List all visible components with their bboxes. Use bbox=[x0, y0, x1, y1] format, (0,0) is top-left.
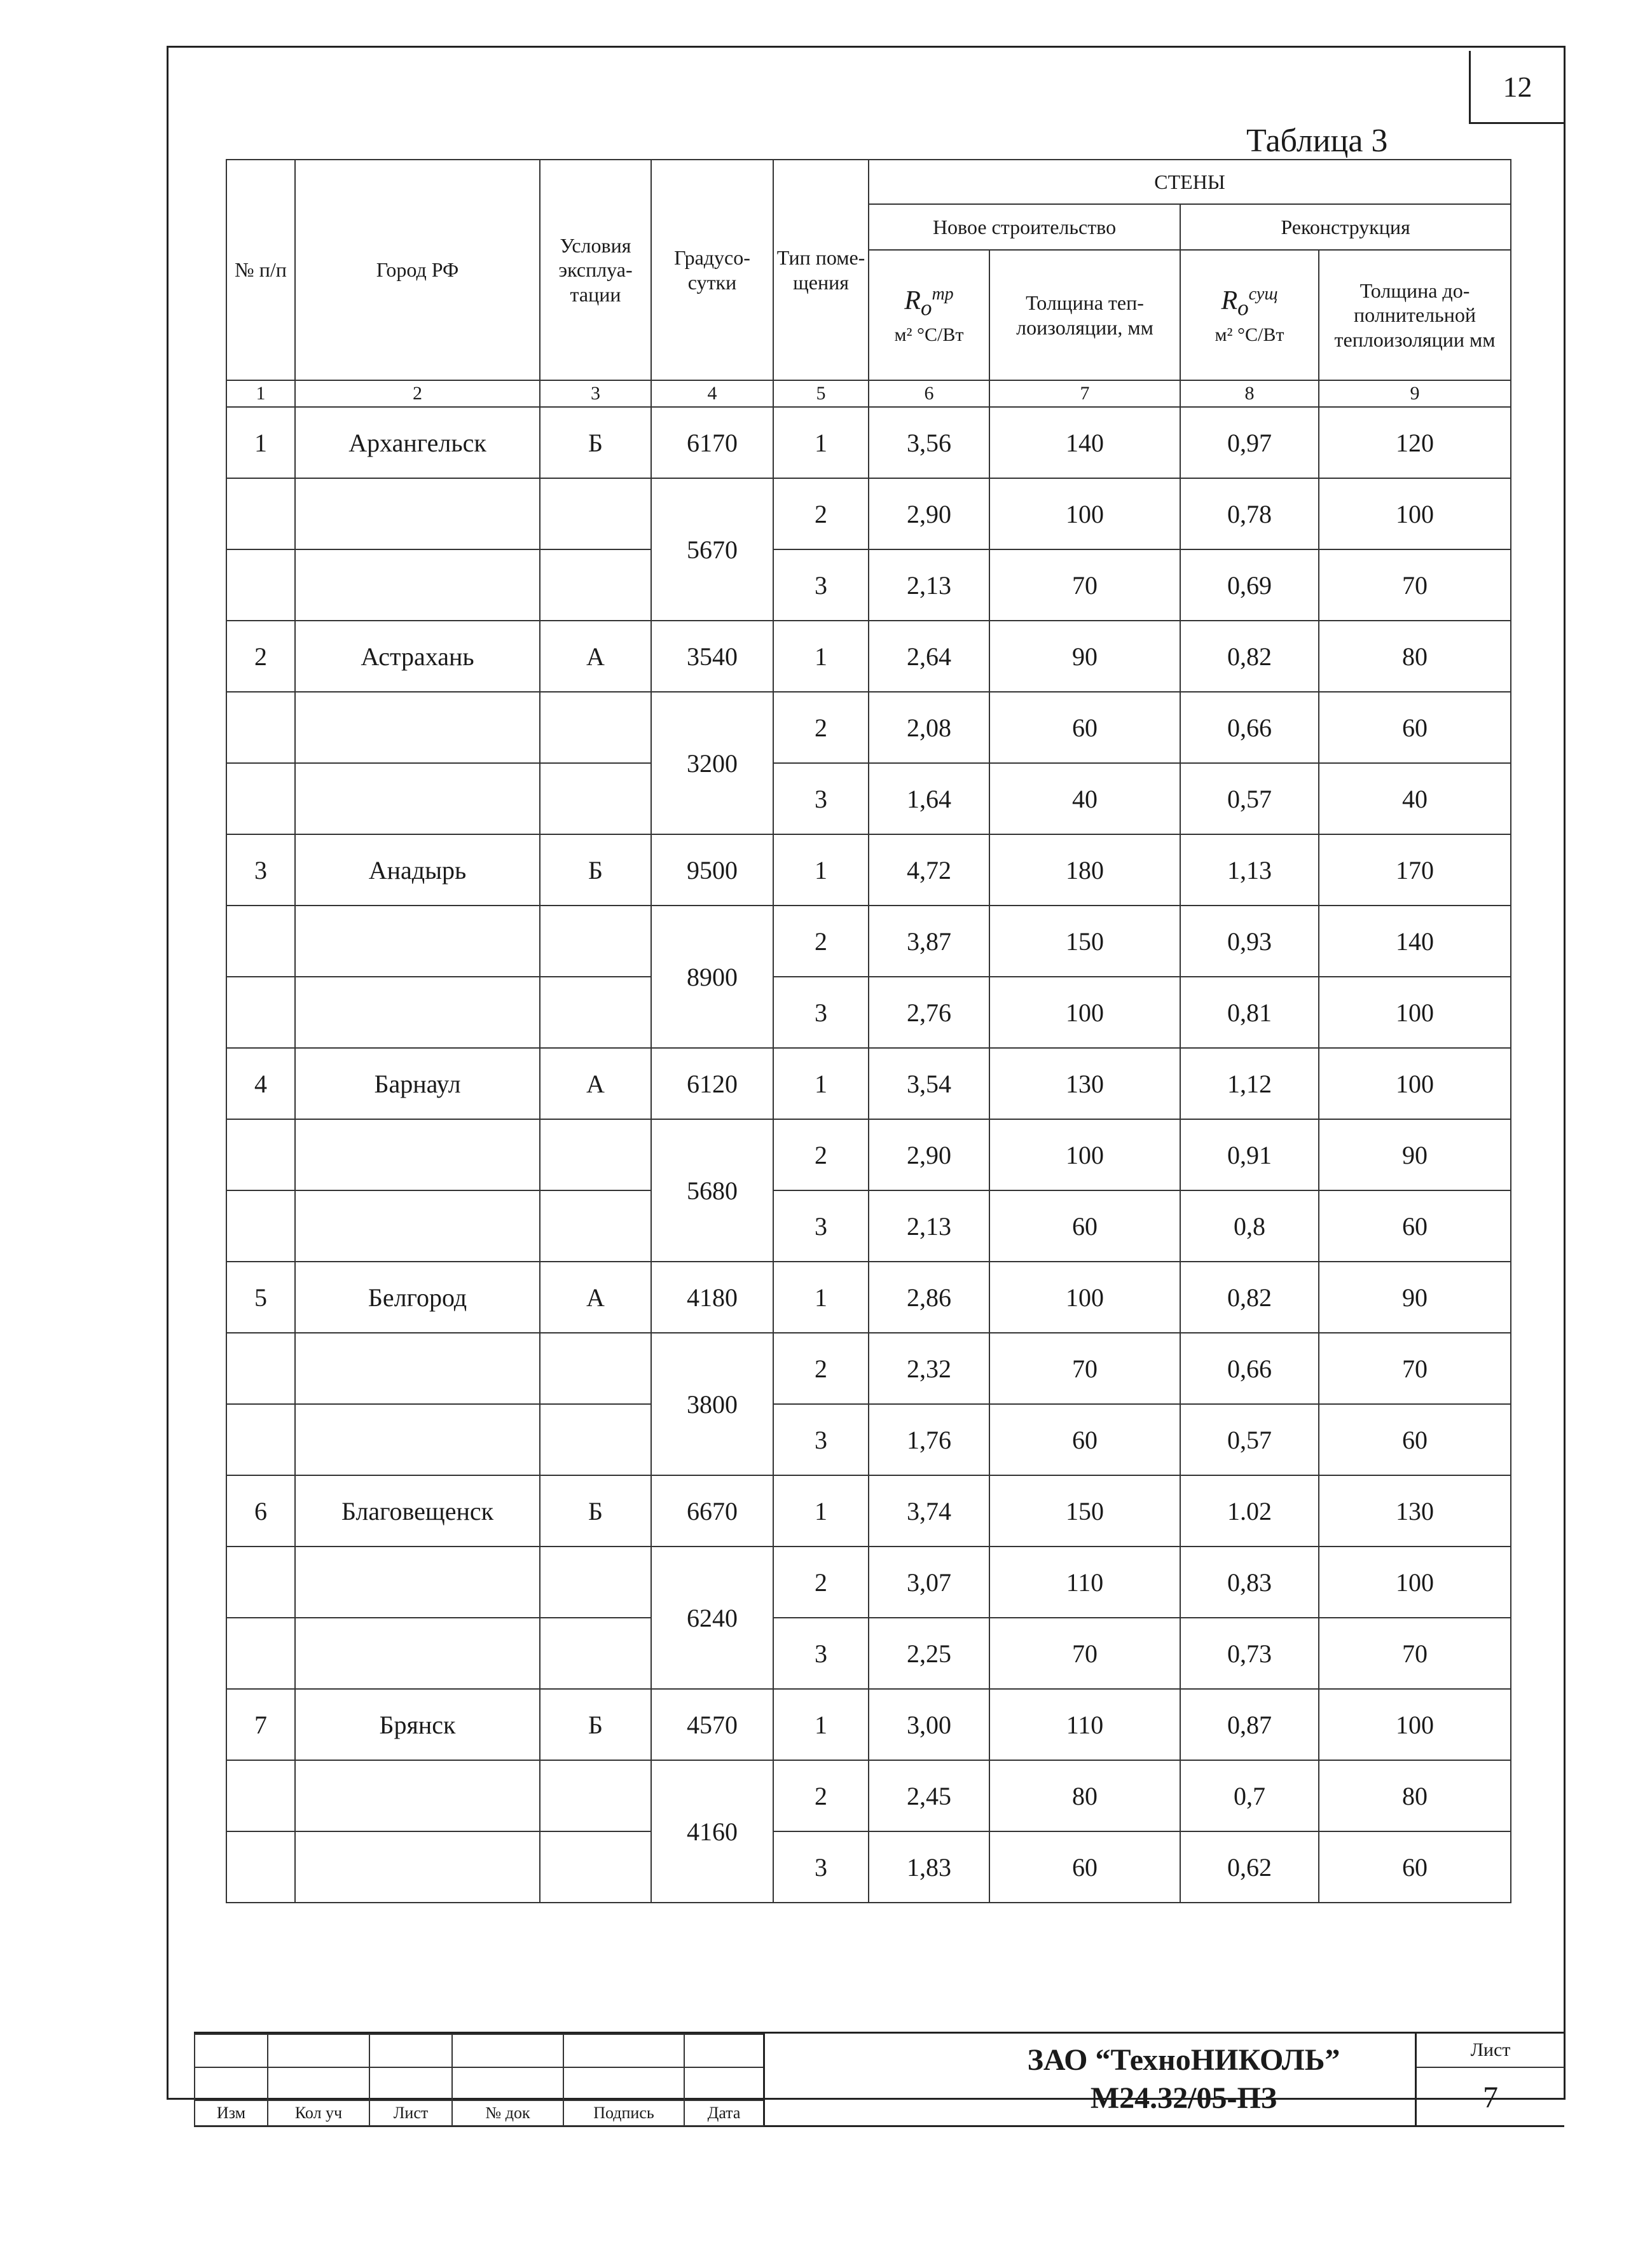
operating-conditions bbox=[540, 549, 651, 621]
operating-conditions: Б bbox=[540, 1475, 651, 1547]
r-existing-value: 1,12 bbox=[1180, 1048, 1319, 1119]
degree-days: 6120 bbox=[651, 1048, 773, 1119]
city-name bbox=[295, 1760, 540, 1831]
column-number: 1 bbox=[226, 380, 295, 407]
operating-conditions bbox=[540, 906, 651, 977]
header-degree-days: Градусо- сутки bbox=[651, 160, 773, 380]
r-existing-value: 0,69 bbox=[1180, 549, 1319, 621]
r-existing-symbol: $R_о^{сущ}$ bbox=[1221, 284, 1278, 320]
operating-conditions: Б bbox=[540, 834, 651, 906]
row-number bbox=[226, 549, 295, 621]
r-existing-value: 0,73 bbox=[1180, 1618, 1319, 1689]
r-required-value: 2,13 bbox=[869, 1190, 989, 1262]
sheet-number: 7 bbox=[1483, 2080, 1498, 2114]
room-type: 1 bbox=[773, 1475, 869, 1547]
header-r-existing bbox=[1180, 250, 1319, 380]
table-row bbox=[226, 549, 1511, 621]
additional-insulation-value: 100 bbox=[1319, 1689, 1511, 1760]
additional-insulation-value: 60 bbox=[1319, 692, 1511, 763]
r-required-value: 3,00 bbox=[869, 1689, 989, 1760]
city-name bbox=[295, 763, 540, 834]
column-number: 6 bbox=[869, 380, 989, 407]
insulation-thickness-value: 180 bbox=[989, 834, 1180, 906]
r-required-value: 2,86 bbox=[869, 1262, 989, 1333]
city-name bbox=[295, 906, 540, 977]
operating-conditions bbox=[540, 1333, 651, 1404]
degree-days: 5680 bbox=[651, 1119, 773, 1262]
insulation-thickness-value: 60 bbox=[989, 692, 1180, 763]
row-number bbox=[226, 906, 295, 977]
page-number: 12 bbox=[1469, 51, 1564, 124]
table-row bbox=[226, 407, 1511, 478]
r-required-value: 3,07 bbox=[869, 1547, 989, 1618]
room-type: 3 bbox=[773, 549, 869, 621]
insulation-thickness-value: 70 bbox=[989, 549, 1180, 621]
r-existing-value: 0,82 bbox=[1180, 1262, 1319, 1333]
room-type: 1 bbox=[773, 834, 869, 906]
table-row bbox=[226, 1831, 1511, 1903]
degree-days: 5670 bbox=[651, 478, 773, 621]
r-required-value: 3,74 bbox=[869, 1475, 989, 1547]
r-existing-value: 0,66 bbox=[1180, 692, 1319, 763]
document-code: М24.32/05-ПЗ bbox=[1090, 2081, 1277, 2115]
table-row bbox=[226, 1119, 1511, 1190]
r-required-value: 4,72 bbox=[869, 834, 989, 906]
r-required-value: 2,45 bbox=[869, 1760, 989, 1831]
tb-label-doc-num: № док bbox=[452, 2100, 563, 2126]
city-name bbox=[295, 478, 540, 549]
header-r-required bbox=[869, 250, 989, 380]
city-name: Брянск bbox=[295, 1689, 540, 1760]
operating-conditions: А bbox=[540, 621, 651, 692]
insulation-thickness-value: 100 bbox=[989, 1119, 1180, 1190]
table-row bbox=[226, 1190, 1511, 1262]
room-type: 3 bbox=[773, 763, 869, 834]
header-insulation-thickness: Толщина теп- лоизоляции, мм bbox=[989, 250, 1180, 380]
table-row bbox=[226, 1475, 1511, 1547]
room-type: 3 bbox=[773, 1831, 869, 1903]
title-block-grid bbox=[194, 2034, 764, 2126]
header-city: Город РФ bbox=[295, 160, 540, 380]
tb-label-signature: Подпись bbox=[563, 2100, 684, 2126]
city-name bbox=[295, 977, 540, 1048]
additional-insulation-value: 100 bbox=[1319, 1048, 1511, 1119]
operating-conditions bbox=[540, 1831, 651, 1903]
r-required-value: 1,64 bbox=[869, 763, 989, 834]
table-row bbox=[226, 478, 1511, 549]
r-existing-value: 0,57 bbox=[1180, 1404, 1319, 1475]
row-number bbox=[226, 478, 295, 549]
additional-insulation-value: 140 bbox=[1319, 906, 1511, 977]
row-number: 7 bbox=[226, 1689, 295, 1760]
r-existing-value: 1,13 bbox=[1180, 834, 1319, 906]
table-row bbox=[226, 1689, 1511, 1760]
degree-days: 3200 bbox=[651, 692, 773, 834]
degree-days: 9500 bbox=[651, 834, 773, 906]
city-name bbox=[295, 1333, 540, 1404]
room-type: 1 bbox=[773, 1689, 869, 1760]
additional-insulation-value: 80 bbox=[1319, 621, 1511, 692]
row-number bbox=[226, 1119, 295, 1190]
insulation-thickness-value: 100 bbox=[989, 478, 1180, 549]
table-row bbox=[226, 621, 1511, 692]
room-type: 3 bbox=[773, 1404, 869, 1475]
column-number: 7 bbox=[989, 380, 1180, 407]
additional-insulation-value: 100 bbox=[1319, 1547, 1511, 1618]
room-type: 3 bbox=[773, 1190, 869, 1262]
r-required-value: 2,08 bbox=[869, 692, 989, 763]
row-number: 5 bbox=[226, 1262, 295, 1333]
column-number: 5 bbox=[773, 380, 869, 407]
table-caption: Таблица 3 bbox=[1246, 123, 1388, 159]
row-number bbox=[226, 1618, 295, 1689]
insulation-thickness-value: 80 bbox=[989, 1760, 1180, 1831]
insulation-thickness-value: 150 bbox=[989, 906, 1180, 977]
sheet-label: Лист bbox=[1417, 2034, 1564, 2068]
additional-insulation-value: 130 bbox=[1319, 1475, 1511, 1547]
tb-sheet-block bbox=[1415, 2034, 1564, 2125]
insulation-thickness-value: 40 bbox=[989, 763, 1180, 834]
degree-days: 4180 bbox=[651, 1262, 773, 1333]
r-existing-value: 0,91 bbox=[1180, 1119, 1319, 1190]
tb-label-date: Дата bbox=[684, 2100, 764, 2126]
degree-days: 4160 bbox=[651, 1760, 773, 1903]
table-row bbox=[226, 1048, 1511, 1119]
room-type: 2 bbox=[773, 1333, 869, 1404]
operating-conditions bbox=[540, 1119, 651, 1190]
city-name bbox=[295, 1190, 540, 1262]
title-block bbox=[194, 2032, 1564, 2127]
row-number: 3 bbox=[226, 834, 295, 906]
table-row bbox=[226, 1404, 1511, 1475]
column-number: 9 bbox=[1319, 380, 1511, 407]
room-type: 1 bbox=[773, 1262, 869, 1333]
room-type: 2 bbox=[773, 478, 869, 549]
insulation-thickness-value: 90 bbox=[989, 621, 1180, 692]
table-row bbox=[226, 977, 1511, 1048]
r-existing-value: 0,93 bbox=[1180, 906, 1319, 977]
table-row bbox=[226, 1618, 1511, 1689]
r-required-value: 3,54 bbox=[869, 1048, 989, 1119]
r-existing-value: 0,62 bbox=[1180, 1831, 1319, 1903]
table-row bbox=[226, 1262, 1511, 1333]
additional-insulation-value: 120 bbox=[1319, 407, 1511, 478]
additional-insulation-value: 70 bbox=[1319, 1618, 1511, 1689]
room-type: 3 bbox=[773, 977, 869, 1048]
row-number bbox=[226, 1547, 295, 1618]
r-required-value: 2,64 bbox=[869, 621, 989, 692]
insulation-thickness-value: 70 bbox=[989, 1333, 1180, 1404]
operating-conditions bbox=[540, 692, 651, 763]
table-row bbox=[226, 906, 1511, 977]
degree-days: 4570 bbox=[651, 1689, 773, 1760]
insulation-thickness-value: 60 bbox=[989, 1831, 1180, 1903]
room-type: 2 bbox=[773, 692, 869, 763]
r-existing-value: 0,66 bbox=[1180, 1333, 1319, 1404]
tb-label-change: Изм bbox=[195, 2100, 268, 2126]
r-required-value: 3,56 bbox=[869, 407, 989, 478]
operating-conditions bbox=[540, 1404, 651, 1475]
operating-conditions: А bbox=[540, 1262, 651, 1333]
r-existing-value: 0,82 bbox=[1180, 621, 1319, 692]
insulation-thickness-value: 150 bbox=[989, 1475, 1180, 1547]
insulation-thickness-value: 100 bbox=[989, 1262, 1180, 1333]
city-name: Белгород bbox=[295, 1262, 540, 1333]
operating-conditions bbox=[540, 763, 651, 834]
room-type: 2 bbox=[773, 1119, 869, 1190]
degree-days: 6240 bbox=[651, 1547, 773, 1689]
room-type: 1 bbox=[773, 1048, 869, 1119]
header-walls: СТЕНЫ bbox=[869, 160, 1511, 204]
column-number: 4 bbox=[651, 380, 773, 407]
degree-days: 3800 bbox=[651, 1333, 773, 1475]
row-number: 1 bbox=[226, 407, 295, 478]
city-name bbox=[295, 1547, 540, 1618]
r-existing-value: 1.02 bbox=[1180, 1475, 1319, 1547]
city-name: Астрахань bbox=[295, 621, 540, 692]
city-name bbox=[295, 549, 540, 621]
r-required-value: 2,76 bbox=[869, 977, 989, 1048]
header-additional-insulation: Толщина до- полнительной теплоизоляции мм bbox=[1319, 250, 1511, 380]
column-number: 2 bbox=[295, 380, 540, 407]
operating-conditions bbox=[540, 977, 651, 1048]
operating-conditions bbox=[540, 1760, 651, 1831]
r-existing-unit: м² °С/Вт bbox=[1215, 324, 1284, 346]
tb-label-sheet: Лист bbox=[369, 2100, 452, 2126]
operating-conditions bbox=[540, 478, 651, 549]
row-number bbox=[226, 977, 295, 1048]
additional-insulation-value: 40 bbox=[1319, 763, 1511, 834]
city-name bbox=[295, 1618, 540, 1689]
operating-conditions: Б bbox=[540, 1689, 651, 1760]
city-name: Анадырь bbox=[295, 834, 540, 906]
tb-label-qty: Кол уч bbox=[268, 2100, 369, 2126]
r-required-value: 1,76 bbox=[869, 1404, 989, 1475]
row-number bbox=[226, 1760, 295, 1831]
city-name bbox=[295, 1404, 540, 1475]
row-number: 6 bbox=[226, 1475, 295, 1547]
table-row bbox=[226, 1760, 1511, 1831]
column-number: 8 bbox=[1180, 380, 1319, 407]
additional-insulation-value: 170 bbox=[1319, 834, 1511, 906]
r-required-value: 2,90 bbox=[869, 1119, 989, 1190]
r-existing-value: 0,78 bbox=[1180, 478, 1319, 549]
row-number bbox=[226, 692, 295, 763]
r-existing-value: 0,8 bbox=[1180, 1190, 1319, 1262]
city-name: Барнаул bbox=[295, 1048, 540, 1119]
r-existing-value: 0,7 bbox=[1180, 1760, 1319, 1831]
additional-insulation-value: 90 bbox=[1319, 1262, 1511, 1333]
table-row bbox=[226, 1547, 1511, 1618]
additional-insulation-value: 60 bbox=[1319, 1404, 1511, 1475]
r-existing-value: 0,87 bbox=[1180, 1689, 1319, 1760]
company-name: ЗАО “ТехноНИКОЛЬ” bbox=[1027, 2043, 1340, 2077]
r-required-value: 2,32 bbox=[869, 1333, 989, 1404]
row-number bbox=[226, 763, 295, 834]
r-required-value: 3,87 bbox=[869, 906, 989, 977]
r-required-value: 1,83 bbox=[869, 1831, 989, 1903]
degree-days: 6670 bbox=[651, 1475, 773, 1547]
insulation-thickness-value: 100 bbox=[989, 977, 1180, 1048]
degree-days: 8900 bbox=[651, 906, 773, 1048]
room-type: 2 bbox=[773, 1547, 869, 1618]
city-name bbox=[295, 1831, 540, 1903]
table-row bbox=[226, 763, 1511, 834]
row-number bbox=[226, 1190, 295, 1262]
r-existing-value: 0,97 bbox=[1180, 407, 1319, 478]
table-row bbox=[226, 692, 1511, 763]
table-row bbox=[226, 1333, 1511, 1404]
row-number bbox=[226, 1831, 295, 1903]
insulation-thickness-value: 60 bbox=[989, 1404, 1180, 1475]
header-reconstruction: Реконструкция bbox=[1180, 204, 1511, 250]
room-type: 2 bbox=[773, 906, 869, 977]
r-required-value: 2,13 bbox=[869, 549, 989, 621]
additional-insulation-value: 60 bbox=[1319, 1190, 1511, 1262]
additional-insulation-value: 80 bbox=[1319, 1760, 1511, 1831]
row-number bbox=[226, 1404, 295, 1475]
city-name: Архангельск bbox=[295, 407, 540, 478]
header-room-type: Тип поме- щения bbox=[773, 160, 869, 380]
r-existing-value: 0,57 bbox=[1180, 763, 1319, 834]
additional-insulation-value: 60 bbox=[1319, 1831, 1511, 1903]
operating-conditions bbox=[540, 1618, 651, 1689]
insulation-thickness-value: 130 bbox=[989, 1048, 1180, 1119]
additional-insulation-value: 90 bbox=[1319, 1119, 1511, 1190]
additional-insulation-value: 100 bbox=[1319, 977, 1511, 1048]
header-num: № п/п bbox=[226, 160, 295, 380]
room-type: 1 bbox=[773, 407, 869, 478]
degree-days: 6170 bbox=[651, 407, 773, 478]
row-number bbox=[226, 1333, 295, 1404]
room-type: 2 bbox=[773, 1760, 869, 1831]
insulation-thickness-value: 110 bbox=[989, 1547, 1180, 1618]
insulation-thickness-value: 110 bbox=[989, 1689, 1180, 1760]
insulation-thickness-value: 70 bbox=[989, 1618, 1180, 1689]
r-existing-value: 0,83 bbox=[1180, 1547, 1319, 1618]
city-name bbox=[295, 692, 540, 763]
table-row bbox=[226, 834, 1511, 906]
additional-insulation-value: 70 bbox=[1319, 1333, 1511, 1404]
r-required-symbol: $R_о^{тр}$ bbox=[904, 284, 954, 320]
city-name: Благовещенск bbox=[295, 1475, 540, 1547]
operating-conditions: Б bbox=[540, 407, 651, 478]
walls-table bbox=[226, 159, 1511, 1903]
header-conditions: Условия эксплуа- тации bbox=[540, 160, 651, 380]
column-number: 3 bbox=[540, 380, 651, 407]
city-name bbox=[295, 1119, 540, 1190]
room-type: 3 bbox=[773, 1618, 869, 1689]
insulation-thickness-value: 140 bbox=[989, 407, 1180, 478]
row-number: 4 bbox=[226, 1048, 295, 1119]
row-number: 2 bbox=[226, 621, 295, 692]
operating-conditions bbox=[540, 1190, 651, 1262]
column-number-row bbox=[226, 380, 1511, 407]
r-required-value: 2,25 bbox=[869, 1618, 989, 1689]
degree-days: 3540 bbox=[651, 621, 773, 692]
additional-insulation-value: 100 bbox=[1319, 478, 1511, 549]
operating-conditions: А bbox=[540, 1048, 651, 1119]
r-existing-value: 0,81 bbox=[1180, 977, 1319, 1048]
r-required-value: 2,90 bbox=[869, 478, 989, 549]
room-type: 1 bbox=[773, 621, 869, 692]
operating-conditions bbox=[540, 1547, 651, 1618]
insulation-thickness-value: 60 bbox=[989, 1190, 1180, 1262]
header-new-construction: Новое строительство bbox=[869, 204, 1180, 250]
r-required-unit: м² °С/Вт bbox=[894, 324, 964, 346]
additional-insulation-value: 70 bbox=[1319, 549, 1511, 621]
